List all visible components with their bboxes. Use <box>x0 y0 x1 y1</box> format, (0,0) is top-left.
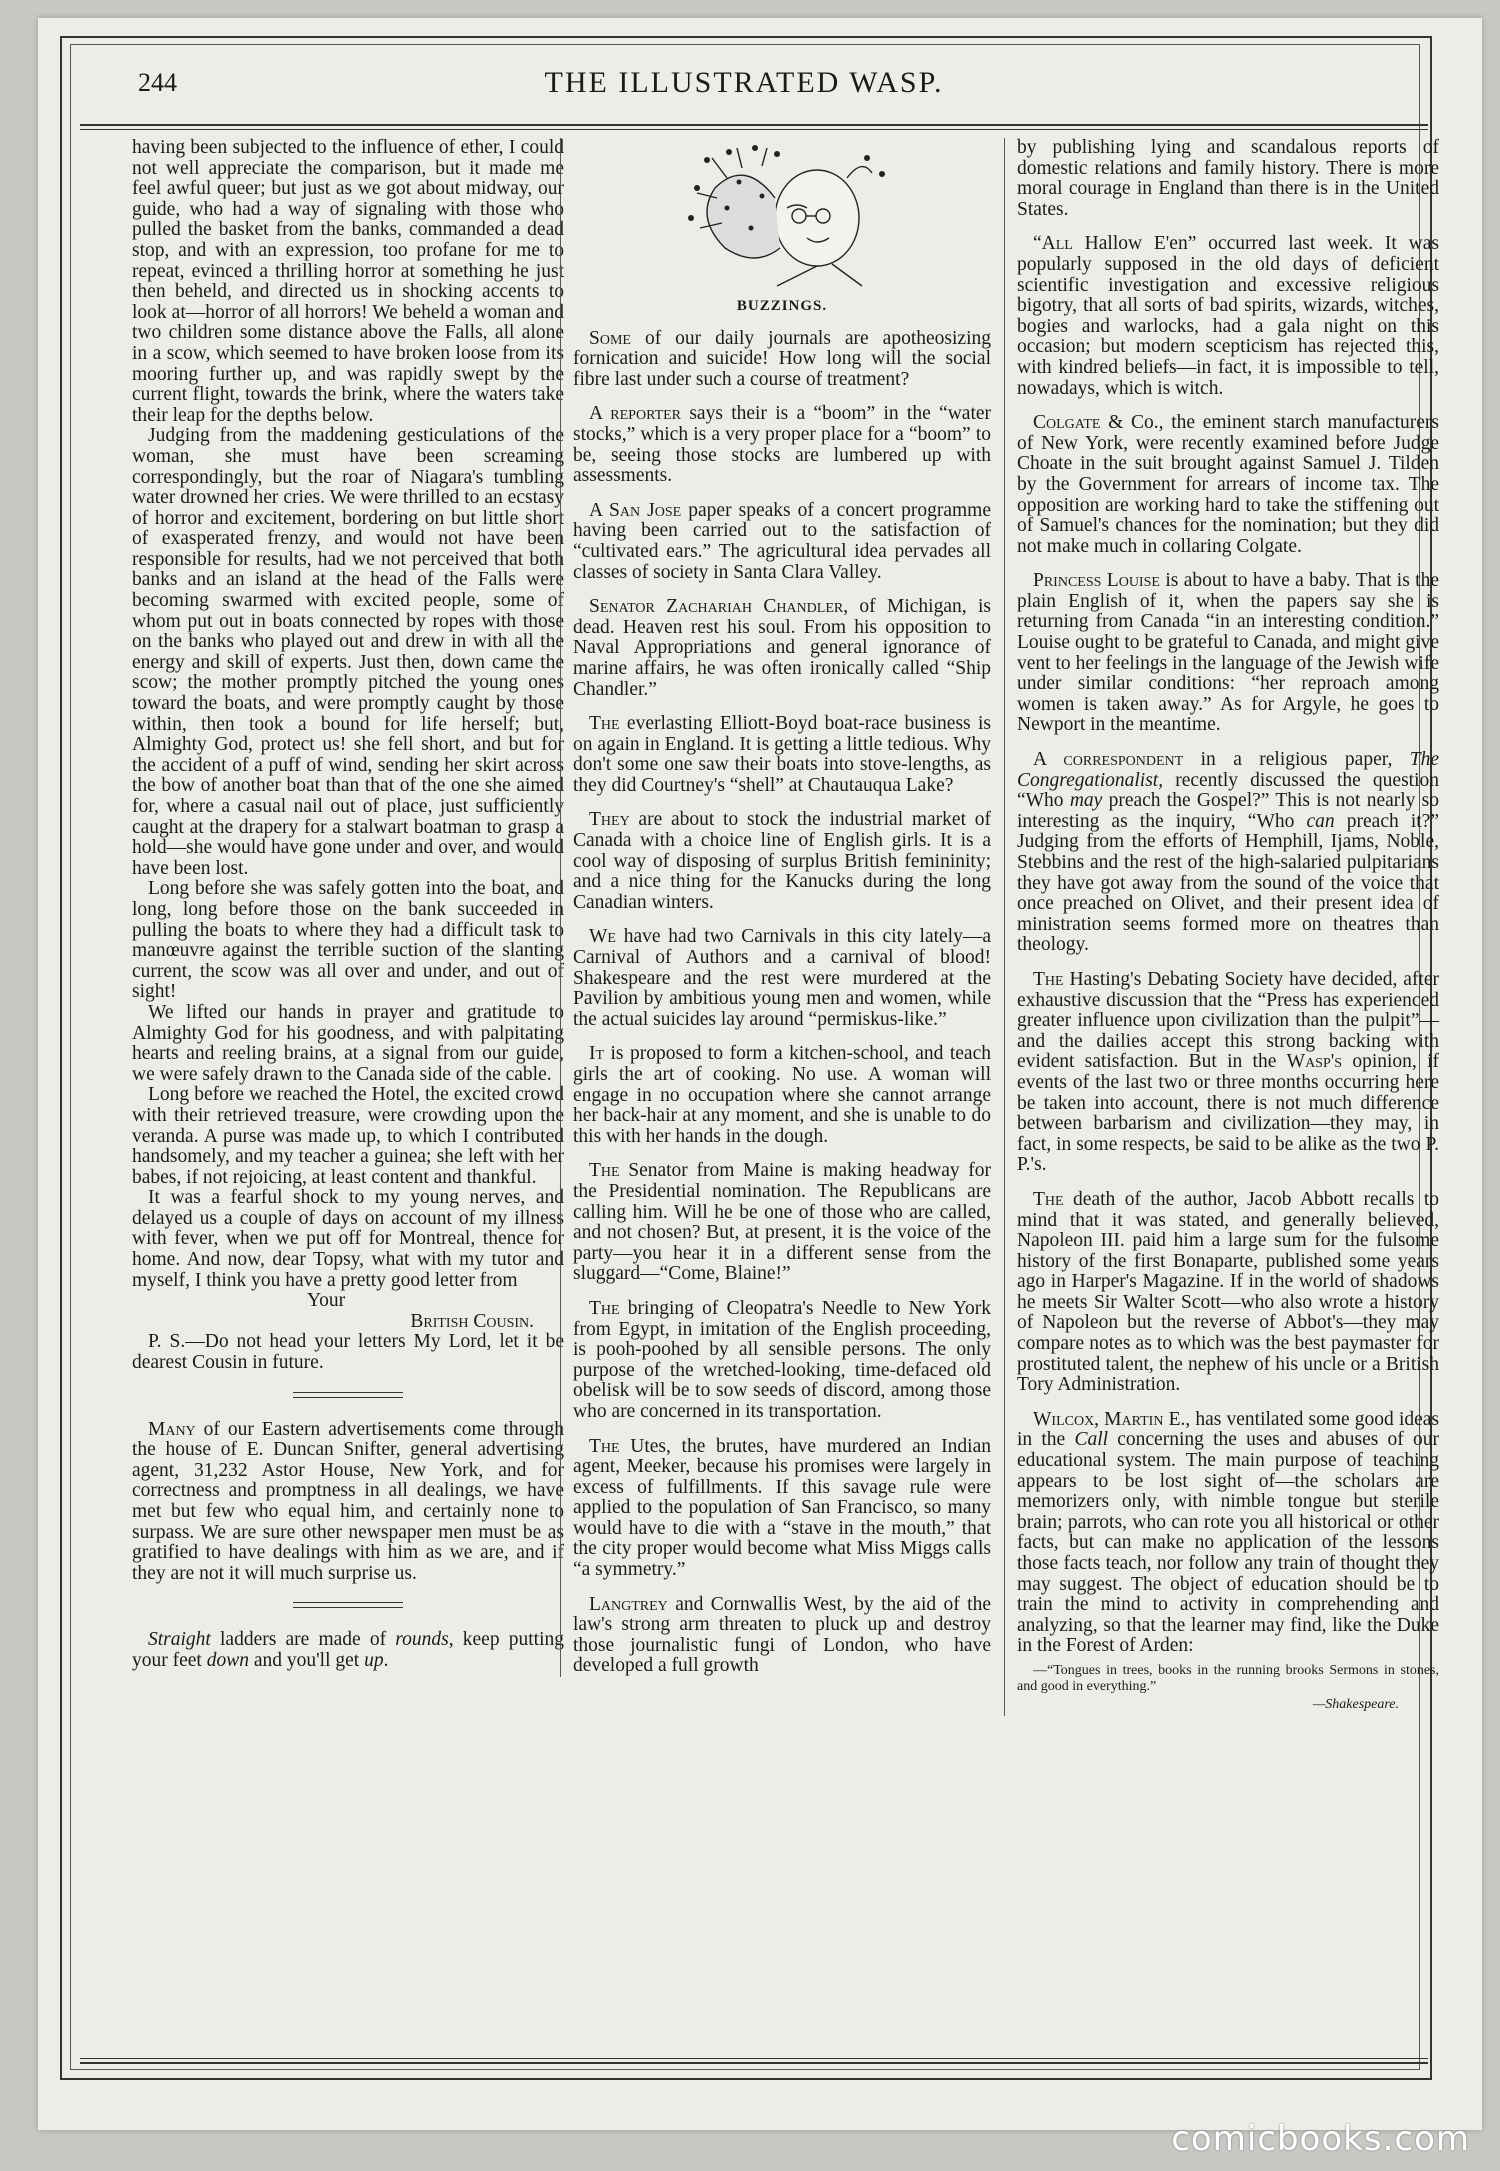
letter-paragraph: having been subjected to the influence of ether, I could not well appreciate the comparison, but it made me feel awful queer; but just as we got about midway, our guide, who had a way of signaling with those who pulled the basket from the banks, commanded a dead stop, and with an expression, too profane for me to repeat, evinced a thrilling horror at something he just then beheld, and directed us in shocking accents to look at—horror of all horrors! We beheld a woman and two children some distance above the Falls, all alone in a scow, which seemed to have broken loose from its mooring further up, and was rapidly swept by the current flight, towards the brink, where the waters take their leap for the depths below. <box>132 137 564 426</box>
header-rule <box>80 124 1428 130</box>
item-text: The Congregationalist, <box>1017 749 1439 791</box>
item-text: Utes, the brutes, have murdered an Indian agent, Meeker, because his promises were largely in excess of fulfillments. If this savage rule were applied to the population of San Francisco, so many would have to die with a “stave in the mouth,” that the city proper would become what Miss Miggs calls “a symmetry.” <box>573 1435 991 1581</box>
item-text: have had two Carnivals in this city lately—a Carnival of Authors and a carnival of blood! Shakespeare and the rest were murdered at the Pavilion by ambitious young men and women, while the actual suicides lay around “permiskus-like.” <box>573 926 991 1030</box>
item-text: bringing of Cleopatra's Needle to New York from Egypt, in imitation of the English proceeding, is pooh-poohed by all sensible persons. The only purpose of the wretched-looking, time-defaced old obelisk will be to sow seeds of discord, among those who are concerned in its transportation. <box>573 1297 991 1422</box>
joke-text: , keep putting your feet <box>132 1629 564 1671</box>
item-text: in a religious paper, <box>1183 749 1410 771</box>
buzzing-item <box>1017 571 1439 736</box>
quote-attribution: —Shakespeare. <box>1312 1696 1399 1712</box>
item-text: is about to have a baby. That is the plain English of it, when the papers say she is returning from Canada “in an interesting condition.” Louise ought to be grateful to Canada, and might give vent to her feelings in the language of the Jewish wife under similar conditions: “her reproach among women is taken away.” As for Argyle, he goes to Newport in the meantime. <box>1017 570 1439 736</box>
letter-paragraph: Long before she was safely gotten into the boat, and long, long before those on the bank succeeded in pulling the boats to where they had a difficult task to manœuvre against the terrible suction of the slanting current, the scow was all over and under, and out of sight! <box>132 878 564 1003</box>
buzzing-item <box>573 329 991 391</box>
buzzing-item <box>573 1161 991 1285</box>
lead-word: The <box>589 1160 620 1182</box>
lead-word: Langtrey <box>589 1593 668 1615</box>
buzzing-item <box>573 404 991 486</box>
item-text: can <box>1306 810 1335 832</box>
lead-word: They <box>589 809 630 831</box>
section-divider <box>293 1602 403 1608</box>
joke-item <box>132 1630 564 1671</box>
item-text: of our daily journals are apotheosizing fornication and suicide! How long will the social fibre last under such a course of treatment? <box>573 327 991 390</box>
letter-paragraph: Long before we reached the Hotel, the excited crowd with their retrieved treasure, were crowding upon the veranda. A purse was made up, to which I contributed handsomely, and my teacher a guinea; she left with her babes, if not rejoicing, at least content and thankful. <box>132 1084 564 1188</box>
item-text: concerning the uses and abuses of our educational system. The main purpose of teaching appears to be lost sight of—the scholars are memorizers only, with nimble tongue but sterile brain; parrots, who can rote you all historical or other facts, but can make no application of the lessons those facts teach, nor follow any train of thought they may suggest. The object of education should be to train the mind to activity in comprehending and analyzing, so that the learner may find, like the Duke in the Forest of Arden: <box>1017 1429 1439 1657</box>
letter-paragraph: It was a fearful shock to my young nerves, and delayed us a couple of days on account of my illness with fever, when we put off for Montreal, thence for home. And now, dear Topsy, what with my tutor and myself, I think you have a pretty good letter from <box>132 1187 564 1291</box>
buzzing-item <box>1017 1190 1439 1396</box>
letter-closing: Your <box>307 1290 346 1312</box>
section-divider <box>293 1392 403 1398</box>
joke-text: rounds <box>395 1629 449 1651</box>
footer-rule <box>80 2058 1428 2064</box>
item-text: Hallow E'en” occurred last week. It was popularly supposed in the old days of deficient scientific investigation and excessive religious bigotry, that all sorts of bad spirits, wizards, witches, bogies and warlocks, had a gala night on this occasion; but modern scepticism has rejected this, with kindred beliefs—in fact, it is impossible to tell, nowadays, which is witch. <box>1017 233 1439 399</box>
lead-word: It <box>589 1043 605 1065</box>
lead-word: Senator Zachariah Chandler, <box>589 596 849 618</box>
buzzing-item <box>1017 1410 1439 1657</box>
letter-paragraph: Judging from the maddening gesticulations of the woman, she must have been screaming correspondingly, but the roar of Niagara's tumbling water drowned her cries. We were thrilled to an ecstasy of horror and excitement, bordering on but little short of exasperated frenzy, and would not have been responsible for results, had we not perceived that both banks and an island at the head of the Falls were becoming swarmed with excited people, some of whom put out in boats connected by ropes with those on the banks who played out and drew in with all the energy and skill of experts. Just then, down came the scow; the mother promptly pitched the young ones toward the boats, and were promptly caught by those within, then took a bound for life herself; but, Almighty God, protect us! she fell short, and but for the accident of a puff of wind, sending her skirt across the bow of another boat than that of the one she aimed for, where a casual nail out of place, just sufficiently caught at the drapery for a stalwart boatman to grasp a hold—she would have gone under and over, and would have been lost. <box>132 425 564 879</box>
item-text: says their is a “boom” in the “water stocks,” which is a very proper place for a “boom” to be, seeing those stocks are lumbered up with assessments. <box>573 403 992 487</box>
buzzing-item <box>1017 234 1439 399</box>
buzzing-item <box>1017 970 1439 1176</box>
lead-word: The <box>589 713 620 735</box>
buzzing-item <box>573 927 991 1030</box>
item-text: Wasp's <box>1286 1051 1343 1073</box>
lead-word: The <box>1033 1188 1064 1210</box>
lead-word: Wilcox, Martin E., <box>1033 1408 1191 1430</box>
lead-word: A reporter <box>589 403 682 425</box>
lead-word: Princess Louise <box>1033 570 1160 592</box>
buzzing-item: by publishing lying and scandalous reports of domestic relations and family history. There is more moral courage in England than there is in the United States. <box>1017 137 1439 220</box>
item-text: preach it?” Judging from the efforts of Hemphill, Ijams, Noble, Stebbins and the rest of the high-salaried pulpitarians they have got away from the sound of the voice that once preached on Olivet, and their present idea of ministration seems formed more on theatres than theology. <box>1017 810 1439 956</box>
buzzing-item <box>573 501 991 583</box>
masthead-title: THE ILLUSTRATED WASP. <box>544 66 944 99</box>
notice-text: of our Eastern advertisements come through the house of E. Duncan Snifter, general advertising agent, 31,232 Astor House, New York, and for correctness and promptness in all dealings, we have met but few who equal him, and certainly none to surpass. We are sure other newspaper men must be as gratified to have dealings with him as we are, and if they are not it will much surprise us. <box>132 1418 564 1584</box>
lead-word: Colgate <box>1033 412 1101 434</box>
item-text: paper speaks of a concert programme having been carried out to the satisfaction of “cultivated ears.” The agricultural idea pervades all classes of society in Santa Clara Valley. <box>573 499 991 583</box>
item-text: everlasting Elliott-Boyd boat-race business is on again in England. It is getting a little tedious. Why don't some one saw their boats into stove-lengths, as they did Courtney's “shell” at Chautauqua Lake? <box>573 713 991 796</box>
buzzing-item <box>573 1299 991 1423</box>
item-text: are about to stock the industrial market of Canada with a choice line of English girls. It is a cool way of disposing of surplus British femininity; and a nice thing for the Kanucks during the long Canadian winters. <box>573 809 991 913</box>
lead-word: Some <box>589 327 631 349</box>
item-text: is proposed to form a kitchen-school, and teach girls the art of cooking. No use. A woman will engage in no occupation where she cannot arrange her back-hair at any moment, and she is unable to do this with her hands in the dough. <box>573 1043 991 1147</box>
buzzing-item <box>573 714 991 796</box>
lead-word: A San Jose <box>589 499 682 521</box>
page-header <box>80 62 1408 122</box>
column-1 <box>132 138 564 1672</box>
letter-paragraph: We lifted our hands in prayer and gratitude to Almighty God for his goodness, and with palpitating hearts and reeling brains, at a signal from our guide, we were safely drawn to the Canada side of the cable. <box>132 1001 564 1085</box>
item-text: Call <box>1074 1429 1109 1451</box>
item-text: Senator from Maine is making headway for the Presidential nomination. The Republicans are calling him. Will he be one of those who are called, and not chosen? But, at present, it is the voice of the party—you hear it in a different sense from the sluggard—“Come, Blaine!” <box>573 1160 991 1285</box>
watermark: comicbooks.com <box>1171 2119 1470 2159</box>
item-text: opinion, if events of the last two or three months occurring here be taken into account, there is not much difference between barbarism and civilization—they may, in fact, in some respects, be said to be alike as the two P. P.'s. <box>1017 1051 1440 1176</box>
item-text: & Co., the eminent starch manufacturers of New York, were recently examined before Judge Choate in the suit brought against Samuel J. Tilden by the Government for arrears of income tax. The opposition are working hard to take the stiffening out of Samuel's chances for the nomination; but they did not make much in collaring Colgate. <box>1017 412 1439 557</box>
lead-word: The <box>589 1435 620 1457</box>
advertisement-notice <box>132 1420 564 1585</box>
lead-word: The <box>1033 968 1064 990</box>
lead-word: “All <box>1033 233 1073 255</box>
page-number: 244 <box>138 68 177 97</box>
lead-word: A correspondent <box>1033 749 1184 771</box>
buzzing-item <box>573 810 991 913</box>
buzzing-item <box>573 1595 991 1677</box>
buzzing-item <box>573 1437 991 1581</box>
item-text: has ventilated some good ideas in the <box>1017 1408 1440 1451</box>
item-text: may <box>1069 790 1103 812</box>
joke-text: and you'll get <box>248 1649 365 1671</box>
item-text: death of the author, Jacob Abbott recalls to mind that it was stated, and generally believed, Napoleon III. paid him a large sum for the fulsome history of the first Bonaparte, published some years ago in Harper's Magazine. If in the world of shadows he meets Sir Walter Scott—who also wrote a history of Napoleon but the reverse of Abbot's—they may compare notes as to which was the best paymaster for prostituted talent, the nephew of his uncle or a British Tory Administration. <box>1017 1188 1439 1396</box>
lead-word: The <box>589 1297 620 1319</box>
joke-text: ladders are made of <box>210 1629 396 1651</box>
buzzing-item <box>1017 413 1439 557</box>
joke-text: down <box>206 1649 249 1671</box>
joke-text: Straight <box>148 1629 211 1651</box>
item-text: preach the Gospel?” This is not nearly so interesting as the inquiry, “Who <box>1017 790 1440 832</box>
column-3 <box>1004 138 1443 1716</box>
column-2 <box>560 138 997 1677</box>
buzzing-item <box>573 597 991 700</box>
item-text: of Michigan, is dead. Heaven rest his soul. From his opposition to Naval Appropriations and general ignorance of marine affairs, he was often ironically called “Ship Chandler.” <box>573 596 991 700</box>
buzzing-item <box>1017 750 1439 956</box>
verse-quote: —“Tongues in trees, books in the running brooks Sermons in stones, and good in everything.” <box>1017 1662 1439 1694</box>
lead-word: Many <box>148 1418 196 1440</box>
item-text: recently discussed the question “Who <box>1017 769 1439 812</box>
section-caption: BUZZINGS. <box>736 298 828 314</box>
item-text: and Cornwallis West, by the aid of the law's strong arm threaten to pluck up and destroy those journalistic fungi of London, who have developed a full growth <box>573 1593 991 1677</box>
buzzing-item <box>573 1044 991 1147</box>
joke-text: up <box>364 1649 384 1671</box>
postscript: P. S.—Do not head your letters My Lord, let it be dearest Cousin in future. <box>132 1331 564 1374</box>
letter-signature: British Cousin. <box>410 1310 534 1332</box>
joke-text: . <box>383 1649 389 1671</box>
wasp-face-illustration <box>667 138 897 288</box>
item-text: Hasting's Debating Society have decided, after exhaustive discussion that the “Press has experienced greater influence upon civilization than the pulpit”—and the dailies accept this strong backing with evident satisfaction. But in the <box>1017 968 1439 1073</box>
lead-word: We <box>589 926 616 948</box>
